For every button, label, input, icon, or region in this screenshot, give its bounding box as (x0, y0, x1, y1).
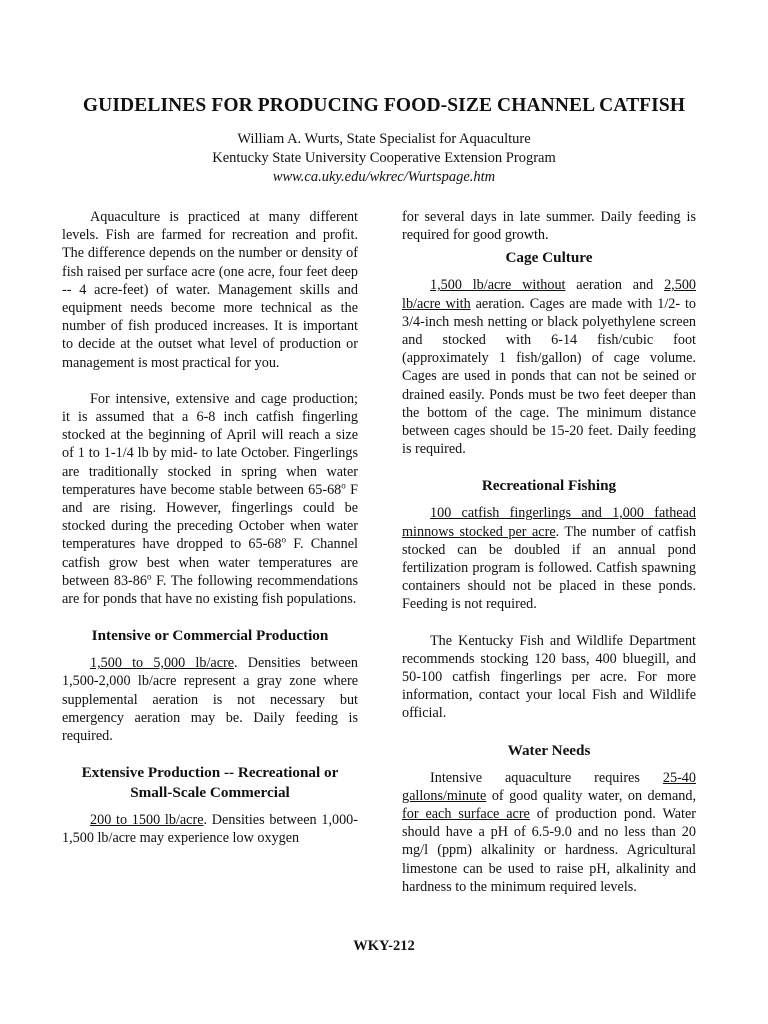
author-url: www.ca.uky.edu/wkrec/Wurtspage.htm (272, 169, 496, 185)
extensive-heading: Extensive Production -- Recreational or Small-Scale Commercial (81, 764, 339, 802)
extensive-continued: for several days in late summer. Daily feeding is required for good growth. (402, 209, 696, 244)
assumptions-paragraph: For intensive, extensive and cage production; it is assumed that a 6-8 inch catfish fingerling stocked at the beginning of April will reach a size of 1 to 1-1/4 lb by mid- to late October. Fingerlings are traditionally stocked in spring when water temperatures have become stable between 65-68$^o$ F and are rising. However, fingerlings could be stocked during the preceding October when water temperatures have dropped to 65-68$^o$ F. Channel catfish grow best when water temperatures are between 83-86$^o$ F. The following recommendations are for ponds that have no existing fish populations. (62, 390, 359, 608)
left-column (62, 208, 358, 848)
intro-paragraph: Aquaculture is practiced at many different levels. Fish are farmed for recreation and profit. The difference depends on the number or density of fish raised per surface acre (one acre, four feet deep -- 4 acre-feet) of water. Management skills and equipment needs become more technical as the number of fish produced increases. It is important to decide at the outset what level of production or management is most practical for you. (62, 209, 358, 371)
extensive-paragraph: 200 to 1500 lb/acre. Densities between 1,000-1,500 lb/acre may experience low oxygen (62, 812, 358, 847)
publication-code: WKY-212 (353, 938, 415, 954)
recreational-paragraph: 100 catfish fingerlings and 1,000 fathead minnows stocked per acre. The number of catfish stocked can be doubled if an annual pond fertilization program is followed. Catfish spawning containers should not be placed in these ponds. Feeding is not required. (402, 505, 696, 613)
recreational-heading: Recreational Fishing (481, 477, 617, 495)
author-block (0, 130, 768, 187)
organization-line: Kentucky State University Cooperative Extension Program (212, 150, 556, 166)
author-line: William A. Wurts, State Specialist for Aquaculture (237, 131, 531, 147)
cage-heading: Cage Culture (505, 249, 593, 267)
cage-paragraph: 1,500 lb/acre without aeration and 2,500 lb/acre with aeration. Cages are made with 1/2- to 3/4-inch mesh netting or black polyethylene screen and stocked with 6-14 fish/cubic foot (approximately 1 fish/gallon) of cage volume. Cages are used in ponds that can not be seined or drained easily. Ponds must be two feet deeper than the bottom of the cage. The minimum distance between cages should be 15-20 feet. Daily feeding is required. (402, 277, 696, 458)
intensive-heading: Intensive or Commercial Production (91, 627, 329, 645)
intensive-paragraph: 1,500 to 5,000 lb/acre. Densities between 1,500-2,000 lb/acre represent a gray zone where supplemental aeration is not necessary but emergency aeration may be. Daily feeding is required. (62, 655, 358, 745)
water-paragraph: Intensive aquaculture requires 25-40 gallons/minute of good quality water, on demand, for each surface acre of production pond. Water should have a pH of 6.5-9.0 and no less than 20 mg/l (ppm) alkalinity or hardness. Agricultural limestone can be used to raise pH, alkalinity and hardness to the minimum required levels. (402, 769, 696, 895)
right-column (402, 208, 696, 896)
water-heading: Water Needs (507, 741, 591, 759)
document-title: GUIDELINES FOR PRODUCING FOOD-SIZE CHANNEL CATFISH (82, 95, 686, 116)
kfwd-paragraph: The Kentucky Fish and Wildlife Department recommends stocking 120 bass, 400 bluegill, and 50-100 catfish fingerlings per acre. For more information, contact your local Fish and Wildlife official. (402, 632, 696, 722)
